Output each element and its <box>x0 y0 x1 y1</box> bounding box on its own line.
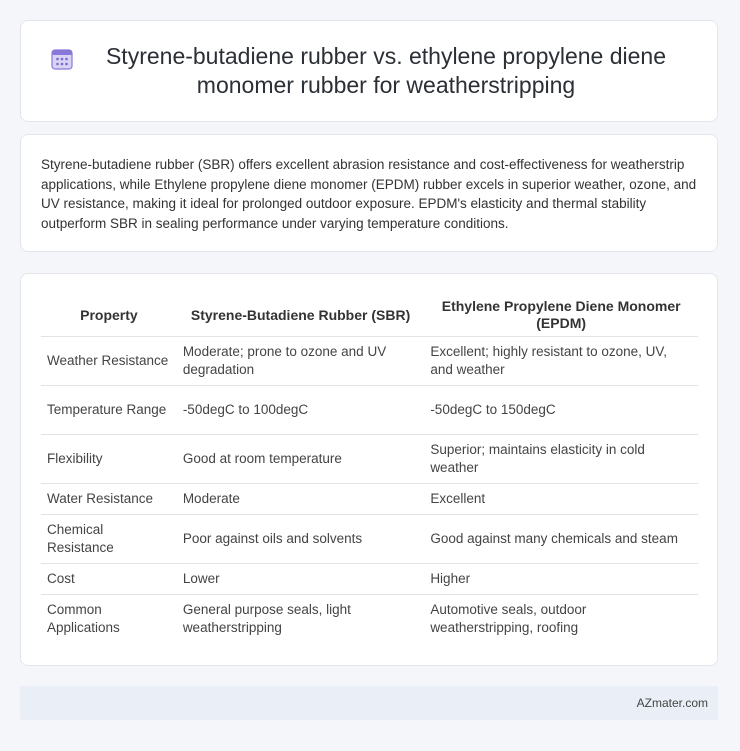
sbr-cell: Moderate <box>177 484 425 515</box>
property-cell: Weather Resistance <box>41 337 177 386</box>
epdm-cell: Superior; maintains elasticity in cold weather <box>424 435 698 484</box>
epdm-cell: -50degC to 150degC <box>424 386 698 435</box>
table-row <box>41 484 698 515</box>
table-header-row <box>41 294 698 337</box>
summary-card <box>20 134 718 252</box>
sbr-cell: Good at room temperature <box>177 435 425 484</box>
sbr-cell: -50degC to 100degC <box>177 386 425 435</box>
property-cell: Water Resistance <box>41 484 177 515</box>
footer-brand[interactable]: AZmater.com <box>636 696 708 710</box>
comparison-table <box>41 294 698 643</box>
comparison-card <box>20 273 718 666</box>
footer-bar <box>20 686 718 720</box>
property-cell: Chemical Resistance <box>41 515 177 564</box>
title-card <box>20 20 718 122</box>
table-row <box>41 435 698 484</box>
table-row <box>41 595 698 644</box>
column-header-property: Property <box>41 294 177 337</box>
epdm-cell: Higher <box>424 564 698 595</box>
page-title: Styrene-butadiene rubber vs. ethylene propylene diene monomer rubber for weatherstripping <box>105 43 667 98</box>
epdm-cell: Excellent <box>424 484 698 515</box>
table-row <box>41 386 698 435</box>
table-row <box>41 564 698 595</box>
sbr-cell: Poor against oils and solvents <box>177 515 425 564</box>
property-cell: Cost <box>41 564 177 595</box>
property-cell: Temperature Range <box>41 386 177 435</box>
property-cell: Flexibility <box>41 435 177 484</box>
epdm-cell: Automotive seals, outdoor weatherstripping, roofing <box>430 602 587 635</box>
table-row <box>41 515 698 564</box>
column-header-sbr: Styrene-Butadiene Rubber (SBR) <box>177 294 425 337</box>
calendar-icon <box>49 46 75 72</box>
property-cell: Common Applications <box>47 602 120 635</box>
title-wrap <box>49 42 689 100</box>
column-header-epdm: Ethylene Propylene Diene Monomer (EPDM) <box>424 294 698 337</box>
summary-paragraph: Styrene-butadiene rubber (SBR) offers excellent abrasion resistance and cost-effectiveness for weatherstrip applications, while Ethylene propylene diene monomer (EPDM) rubber excels in superior weather, ozone, and UV resistance, making it ideal for prolonged outdoor exposure. EPDM's elasticity and thermal stability outperform SBR in sealing performance under varying temperature conditions. <box>41 157 697 231</box>
sbr-cell: Lower <box>177 564 425 595</box>
sbr-cell: General purpose seals, light weatherstripping <box>182 602 351 635</box>
epdm-cell: Good against many chemicals and steam <box>424 515 698 564</box>
sbr-cell: Moderate; prone to ozone and UV degradation <box>177 337 425 386</box>
epdm-cell: Excellent; highly resistant to ozone, UV, and weather <box>424 337 698 386</box>
table-row <box>41 337 698 386</box>
